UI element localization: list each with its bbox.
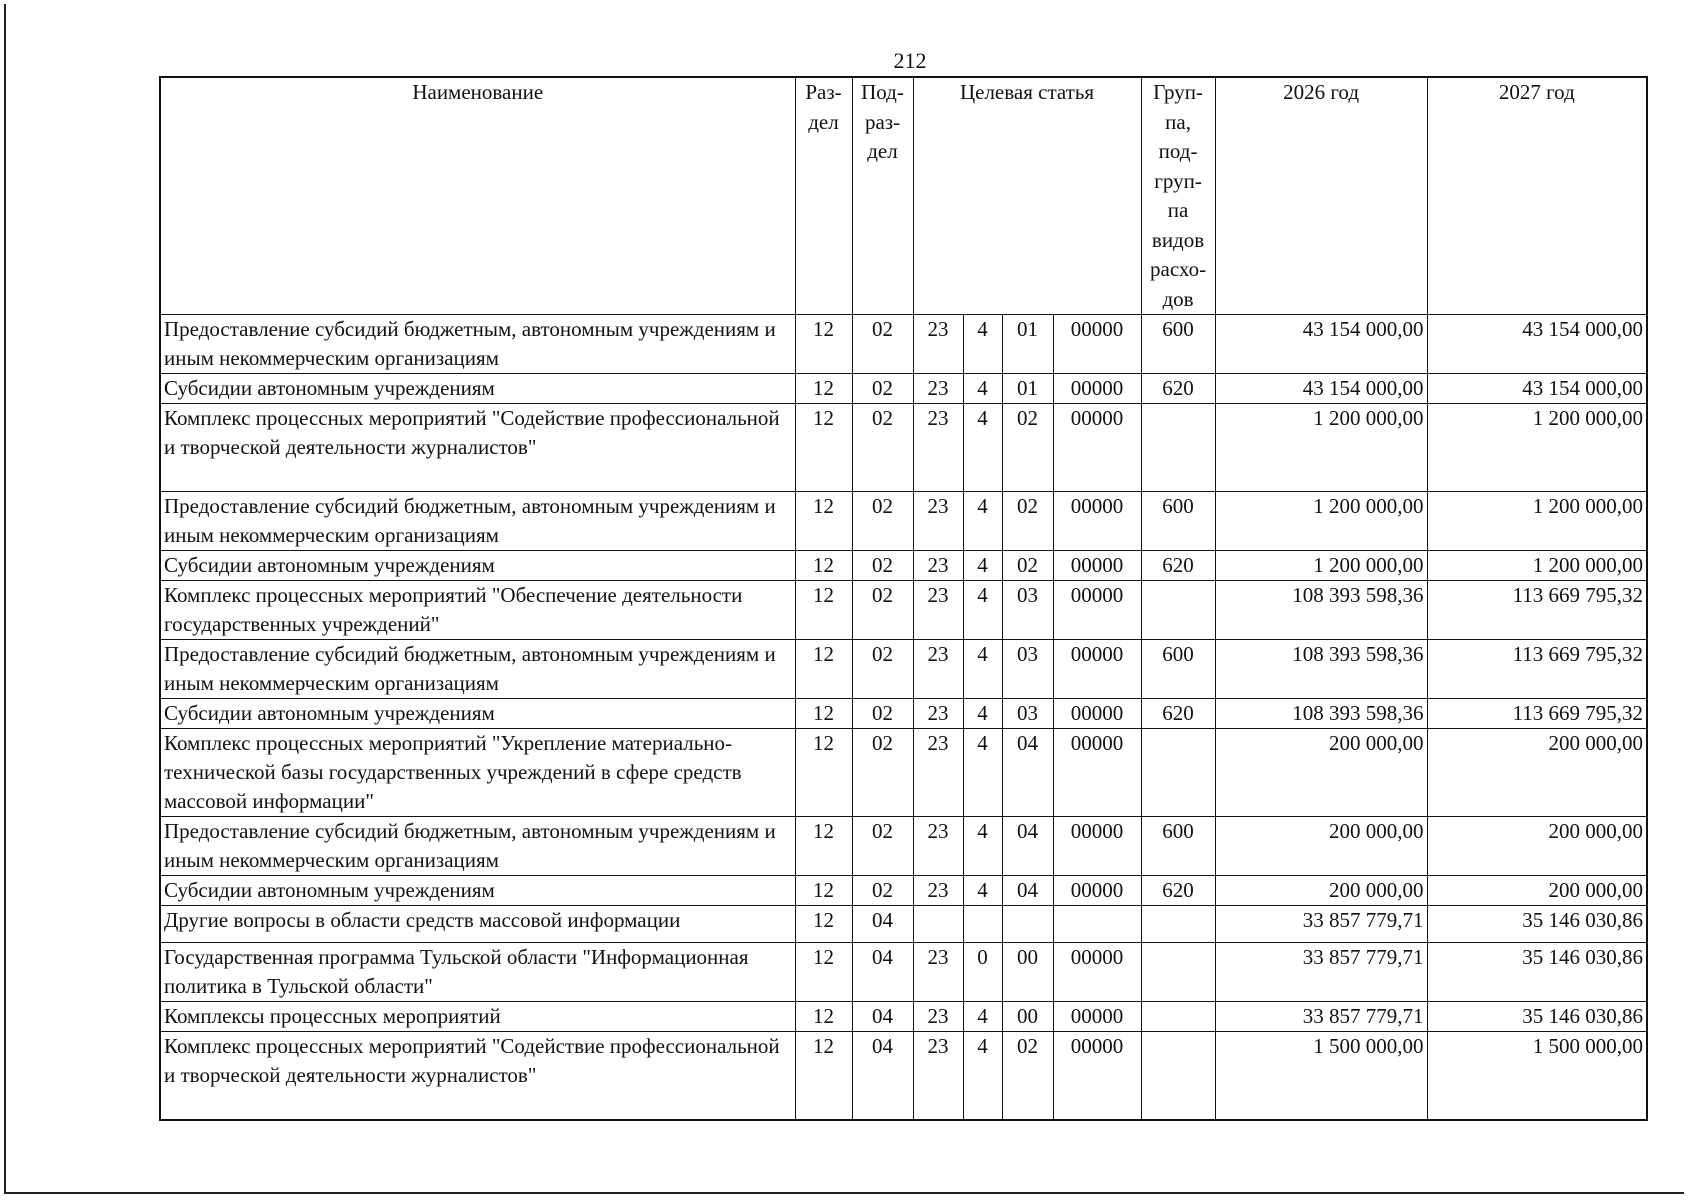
row-razdel: 12 — [795, 876, 852, 906]
table-row — [160, 581, 1647, 640]
row-cs-complex: 00 — [1002, 943, 1053, 1002]
row-cs-direction: 00000 — [1053, 1032, 1141, 1120]
row-podrazdel: 02 — [852, 551, 913, 581]
row-razdel: 12 — [795, 817, 852, 876]
row-name: Другие вопросы в области средств массовой информации — [160, 906, 795, 943]
row-amount-2027: 200 000,00 — [1427, 876, 1647, 906]
row-cs-program: 23 — [913, 551, 963, 581]
row-cs-type: 4 — [963, 640, 1002, 699]
row-name: Комплекс процессных мероприятий "Обеспечение деятельности государственных учреждений" — [160, 581, 795, 640]
row-cs-type: 0 — [963, 943, 1002, 1002]
row-amount-2027: 1 200 000,00 — [1427, 551, 1647, 581]
row-name: Комплекс процессных мероприятий "Содействие профессиональной и творческой деятельности журналистов" — [160, 404, 795, 492]
table-row — [160, 729, 1647, 817]
row-amount-2027: 35 146 030,86 — [1427, 906, 1647, 943]
row-name: Комплекс процессных мероприятий "Укрепление материально-технической базы государственных учреждений в сфере средств массовой информации" — [160, 729, 795, 817]
row-razdel: 12 — [795, 581, 852, 640]
row-razdel: 12 — [795, 374, 852, 404]
row-amount-2026: 43 154 000,00 — [1215, 374, 1427, 404]
row-amount-2026: 108 393 598,36 — [1215, 581, 1427, 640]
row-cs-program: 23 — [913, 315, 963, 374]
row-amount-2026: 108 393 598,36 — [1215, 699, 1427, 729]
row-razdel: 12 — [795, 315, 852, 374]
row-podrazdel: 02 — [852, 876, 913, 906]
row-amount-2026: 43 154 000,00 — [1215, 315, 1427, 374]
row-vid-rashodov: 620 — [1141, 551, 1215, 581]
row-amount-2026: 33 857 779,71 — [1215, 943, 1427, 1002]
row-amount-2027: 200 000,00 — [1427, 817, 1647, 876]
budget-table — [159, 76, 1648, 1121]
header-name: Наименование — [160, 77, 795, 315]
row-razdel: 12 — [795, 551, 852, 581]
row-cs-type: 4 — [963, 817, 1002, 876]
row-cs-direction: 00000 — [1053, 729, 1141, 817]
table-row — [160, 699, 1647, 729]
row-cs-type: 4 — [963, 404, 1002, 492]
table-row — [160, 1002, 1647, 1032]
row-cs-complex: 01 — [1002, 374, 1053, 404]
row-amount-2026: 108 393 598,36 — [1215, 640, 1427, 699]
row-razdel: 12 — [795, 492, 852, 551]
row-podrazdel: 02 — [852, 699, 913, 729]
row-amount-2026: 200 000,00 — [1215, 729, 1427, 817]
row-vid-rashodov: 600 — [1141, 492, 1215, 551]
row-amount-2027: 35 146 030,86 — [1427, 1002, 1647, 1032]
header-gruppa: Груп- па, под- груп- па видов расхо- дов — [1141, 77, 1215, 315]
row-podrazdel: 02 — [852, 581, 913, 640]
row-name: Субсидии автономным учреждениям — [160, 876, 795, 906]
row-podrazdel: 02 — [852, 374, 913, 404]
row-podrazdel: 04 — [852, 943, 913, 1002]
row-name: Предоставление субсидий бюджетным, автономным учреждениям и иным некоммерческим организациям — [160, 492, 795, 551]
table-row — [160, 315, 1647, 374]
row-podrazdel: 04 — [852, 906, 913, 943]
row-cs-type: 4 — [963, 876, 1002, 906]
table-row — [160, 906, 1647, 943]
row-cs-program: 23 — [913, 374, 963, 404]
row-cs-complex: 01 — [1002, 315, 1053, 374]
row-razdel: 12 — [795, 1032, 852, 1120]
row-cs-type: 4 — [963, 729, 1002, 817]
table-row — [160, 876, 1647, 906]
row-cs-program: 23 — [913, 640, 963, 699]
row-cs-program: 23 — [913, 404, 963, 492]
row-amount-2027: 113 669 795,32 — [1427, 581, 1647, 640]
row-cs-program: 23 — [913, 699, 963, 729]
row-cs-program: 23 — [913, 876, 963, 906]
row-amount-2026: 200 000,00 — [1215, 817, 1427, 876]
row-podrazdel: 02 — [852, 817, 913, 876]
table-row — [160, 817, 1647, 876]
row-vid-rashodov — [1141, 581, 1215, 640]
row-cs-program: 23 — [913, 492, 963, 551]
row-vid-rashodov: 620 — [1141, 876, 1215, 906]
row-cs-complex: 04 — [1002, 876, 1053, 906]
row-name: Государственная программа Тульской области "Информационная политика в Тульской области" — [160, 943, 795, 1002]
row-cs-direction: 00000 — [1053, 581, 1141, 640]
row-name: Предоставление субсидий бюджетным, автономным учреждениям и иным некоммерческим организациям — [160, 640, 795, 699]
row-amount-2027: 1 500 000,00 — [1427, 1032, 1647, 1120]
row-name: Комплекс процессных мероприятий "Содействие профессиональной и творческой деятельности журналистов" — [160, 1032, 795, 1120]
row-cs-direction: 00000 — [1053, 640, 1141, 699]
row-amount-2027: 1 200 000,00 — [1427, 404, 1647, 492]
header-2027: 2027 год — [1427, 77, 1647, 315]
row-name: Комплексы процессных мероприятий — [160, 1002, 795, 1032]
header-row — [160, 77, 1647, 315]
row-podrazdel: 02 — [852, 315, 913, 374]
row-cs-complex: 03 — [1002, 581, 1053, 640]
row-amount-2026: 1 200 000,00 — [1215, 492, 1427, 551]
row-cs-direction: 00000 — [1053, 699, 1141, 729]
row-name: Субсидии автономным учреждениям — [160, 551, 795, 581]
table-row — [160, 551, 1647, 581]
row-amount-2026: 33 857 779,71 — [1215, 906, 1427, 943]
header-celevaya-statya: Целевая статья — [913, 77, 1141, 315]
row-cs-program: 23 — [913, 1032, 963, 1120]
row-amount-2027: 35 146 030,86 — [1427, 943, 1647, 1002]
row-vid-rashodov: 600 — [1141, 640, 1215, 699]
row-cs-type: 4 — [963, 374, 1002, 404]
row-razdel: 12 — [795, 640, 852, 699]
row-cs-program: 23 — [913, 729, 963, 817]
row-cs-type: 4 — [963, 492, 1002, 551]
row-amount-2026: 33 857 779,71 — [1215, 1002, 1427, 1032]
row-vid-rashodov — [1141, 1032, 1215, 1120]
row-razdel: 12 — [795, 1002, 852, 1032]
table-row — [160, 492, 1647, 551]
row-cs-direction: 00000 — [1053, 551, 1141, 581]
row-razdel: 12 — [795, 699, 852, 729]
row-amount-2026: 1 500 000,00 — [1215, 1032, 1427, 1120]
row-cs-program — [913, 906, 963, 943]
row-cs-complex: 02 — [1002, 492, 1053, 551]
row-cs-complex: 02 — [1002, 404, 1053, 492]
header-razdel: Раз- дел — [795, 77, 852, 315]
row-razdel: 12 — [795, 729, 852, 817]
row-vid-rashodov: 620 — [1141, 699, 1215, 729]
row-podrazdel: 04 — [852, 1002, 913, 1032]
row-vid-rashodov — [1141, 906, 1215, 943]
row-cs-direction: 00000 — [1053, 492, 1141, 551]
row-cs-complex: 04 — [1002, 729, 1053, 817]
header-podrazdel: Под- раз- дел — [852, 77, 913, 315]
row-amount-2027: 1 200 000,00 — [1427, 492, 1647, 551]
row-cs-direction: 00000 — [1053, 315, 1141, 374]
row-cs-direction — [1053, 906, 1141, 943]
row-cs-direction: 00000 — [1053, 943, 1141, 1002]
row-vid-rashodov — [1141, 943, 1215, 1002]
row-podrazdel: 02 — [852, 492, 913, 551]
row-cs-program: 23 — [913, 943, 963, 1002]
row-podrazdel: 02 — [852, 404, 913, 492]
row-name: Предоставление субсидий бюджетным, автономным учреждениям и иным некоммерческим организациям — [160, 315, 795, 374]
row-cs-direction: 00000 — [1053, 1002, 1141, 1032]
row-podrazdel: 04 — [852, 1032, 913, 1120]
row-podrazdel: 02 — [852, 729, 913, 817]
row-cs-program: 23 — [913, 817, 963, 876]
row-amount-2026: 1 200 000,00 — [1215, 404, 1427, 492]
row-cs-direction: 00000 — [1053, 876, 1141, 906]
row-cs-program: 23 — [913, 1002, 963, 1032]
row-amount-2026: 1 200 000,00 — [1215, 551, 1427, 581]
row-name: Субсидии автономным учреждениям — [160, 699, 795, 729]
row-cs-type: 4 — [963, 699, 1002, 729]
row-podrazdel: 02 — [852, 640, 913, 699]
row-cs-direction: 00000 — [1053, 404, 1141, 492]
row-cs-type: 4 — [963, 551, 1002, 581]
row-name: Предоставление субсидий бюджетным, автономным учреждениям и иным некоммерческим организациям — [160, 817, 795, 876]
row-name: Субсидии автономным учреждениям — [160, 374, 795, 404]
row-cs-complex: 03 — [1002, 699, 1053, 729]
row-cs-complex: 00 — [1002, 1002, 1053, 1032]
row-vid-rashodov: 600 — [1141, 817, 1215, 876]
table-row — [160, 404, 1647, 492]
row-vid-rashodov — [1141, 404, 1215, 492]
row-vid-rashodov — [1141, 729, 1215, 817]
row-cs-complex — [1002, 906, 1053, 943]
row-cs-program: 23 — [913, 581, 963, 640]
row-cs-type: 4 — [963, 1032, 1002, 1120]
row-amount-2027: 43 154 000,00 — [1427, 315, 1647, 374]
row-cs-complex: 03 — [1002, 640, 1053, 699]
row-cs-type: 4 — [963, 315, 1002, 374]
table-row — [160, 640, 1647, 699]
row-amount-2027: 200 000,00 — [1427, 729, 1647, 817]
row-amount-2026: 200 000,00 — [1215, 876, 1427, 906]
row-cs-type: 4 — [963, 581, 1002, 640]
row-razdel: 12 — [795, 943, 852, 1002]
row-cs-complex: 02 — [1002, 1032, 1053, 1120]
row-amount-2027: 113 669 795,32 — [1427, 640, 1647, 699]
page-number: 212 — [893, 48, 927, 73]
row-amount-2027: 43 154 000,00 — [1427, 374, 1647, 404]
header-2026: 2026 год — [1215, 77, 1427, 315]
table-row — [160, 943, 1647, 1002]
row-vid-rashodov: 620 — [1141, 374, 1215, 404]
row-cs-type: 4 — [963, 1002, 1002, 1032]
table-row — [160, 374, 1647, 404]
row-cs-complex: 04 — [1002, 817, 1053, 876]
row-vid-rashodov — [1141, 1002, 1215, 1032]
row-amount-2027: 113 669 795,32 — [1427, 699, 1647, 729]
row-vid-rashodov: 600 — [1141, 315, 1215, 374]
row-cs-type — [963, 906, 1002, 943]
row-cs-complex: 02 — [1002, 551, 1053, 581]
row-cs-direction: 00000 — [1053, 817, 1141, 876]
row-razdel: 12 — [795, 404, 852, 492]
table-row — [160, 1032, 1647, 1120]
row-cs-direction: 00000 — [1053, 374, 1141, 404]
row-razdel: 12 — [795, 906, 852, 943]
